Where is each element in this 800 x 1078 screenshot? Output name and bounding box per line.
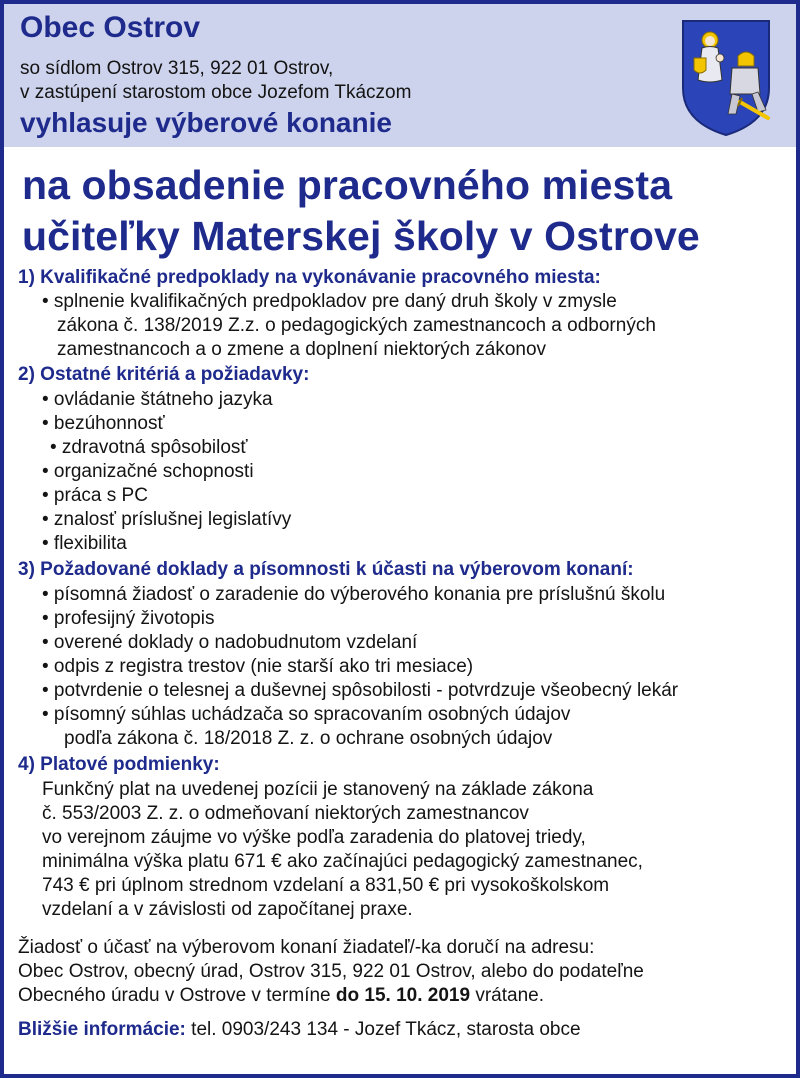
announcement-title: vyhlasuje výberové konanie xyxy=(20,107,392,138)
section-2-item: • práca s PC xyxy=(42,485,148,506)
municipality-seat: so sídlom Ostrov 315, 922 01 Ostrov, xyxy=(20,58,334,79)
deadline-date: do 15. 10. 2019 xyxy=(335,985,471,1006)
section-1-line: zamestnancoch a o zmene a doplnení niektorých zákonov xyxy=(57,339,547,360)
section-4-line: minimálna výška platu 671 € ako začínajúci pedagogický zamestnanec, xyxy=(42,851,643,872)
headline-line-2: učiteľky Materskej školy v Ostrove xyxy=(22,213,700,259)
coat-of-arms-icon xyxy=(680,18,772,138)
section-2-item: • ovládanie štátneho jazyka xyxy=(42,389,273,410)
section-3-item: • odpis z registra trestov (nie starší ako tri mesiace) xyxy=(42,656,474,677)
header-band xyxy=(4,4,796,147)
municipality-title: Obec Ostrov xyxy=(20,11,201,44)
section-3-item: • overené doklady o nadobudnutom vzdelaní xyxy=(42,632,418,653)
section-1-line: • splnenie kvalifikačných predpokladov pre daný druh školy v zmysle xyxy=(42,291,617,312)
application-line-3-pre: Obecného úradu v Ostrove v termíne xyxy=(18,985,336,1006)
section-3-item: • profesijný životopis xyxy=(42,608,215,629)
application-line-2: Obec Ostrov, obecný úrad, Ostrov 315, 922 01 Ostrov, alebo do podateľne xyxy=(18,961,644,982)
notice-frame xyxy=(4,4,796,1074)
contact-label: Bližšie informácie: xyxy=(18,1019,186,1040)
section-3-title: 3) Požadované doklady a písomnosti k účasti na výberovom konaní: xyxy=(18,559,634,580)
section-3-item: • písomný súhlas uchádzača so spracovaním osobných údajov xyxy=(42,704,571,725)
section-2-title: 2) Ostatné kritériá a požiadavky: xyxy=(18,364,310,385)
section-1-title: 1) Kvalifikačné predpoklady na vykonávanie pracovného miesta: xyxy=(18,267,601,288)
section-4-line: vzdelaní a v závislosti od započítanej praxe. xyxy=(42,899,413,920)
section-4-line: č. 553/2003 Z. z. o odmeňovaní niektorých zamestnancov xyxy=(42,803,529,824)
section-2-item: • znalosť príslušnej legislatívy xyxy=(42,509,292,530)
section-3-item: • písomná žiadosť o zaradenie do výberového konania pre príslušnú školu xyxy=(42,584,666,605)
section-4-line: Funkčný plat na uvedenej pozícii je stanovený na základe zákona xyxy=(42,779,594,800)
contact-text: tel. 0903/243 134 - Jozef Tkácz, starosta obce xyxy=(185,1019,581,1040)
headline-line-1: na obsadenie pracovného miesta xyxy=(22,162,673,208)
section-3-item: • potvrdenie o telesnej a duševnej spôsobilosti - potvrdzuje všeobecný lekár xyxy=(42,680,679,701)
application-line-1: Žiadosť o účasť na výberovom konaní žiadateľ/-ka doručí na adresu: xyxy=(18,937,595,958)
section-2-item: • zdravotná spôsobilosť xyxy=(50,437,248,458)
section-4-line: vo verejnom záujme vo výške podľa zaradenia do platovej triedy, xyxy=(42,827,586,848)
section-1-line: zákona č. 138/2019 Z.z. o pedagogických zamestnancoch a odborných xyxy=(57,315,656,336)
section-2-item: • organizačné schopnosti xyxy=(42,461,254,482)
section-2-item: • bezúhonnosť xyxy=(42,413,165,434)
section-3-item: podľa zákona č. 18/2018 Z. z. o ochrane osobných údajov xyxy=(64,728,553,749)
application-line-3 xyxy=(18,984,544,1008)
section-4-line: 743 € pri úplnom strednom vzdelaní a 831,50 € pri vysokoškolskom xyxy=(42,875,610,896)
section-2-item: • flexibilita xyxy=(42,533,127,554)
municipality-representative: v zastúpení starostom obce Jozefom Tkáczom xyxy=(20,82,412,103)
application-line-3-post: vrátane. xyxy=(470,985,544,1006)
contact-line xyxy=(18,1018,581,1042)
section-4-title: 4) Platové podmienky: xyxy=(18,754,220,775)
